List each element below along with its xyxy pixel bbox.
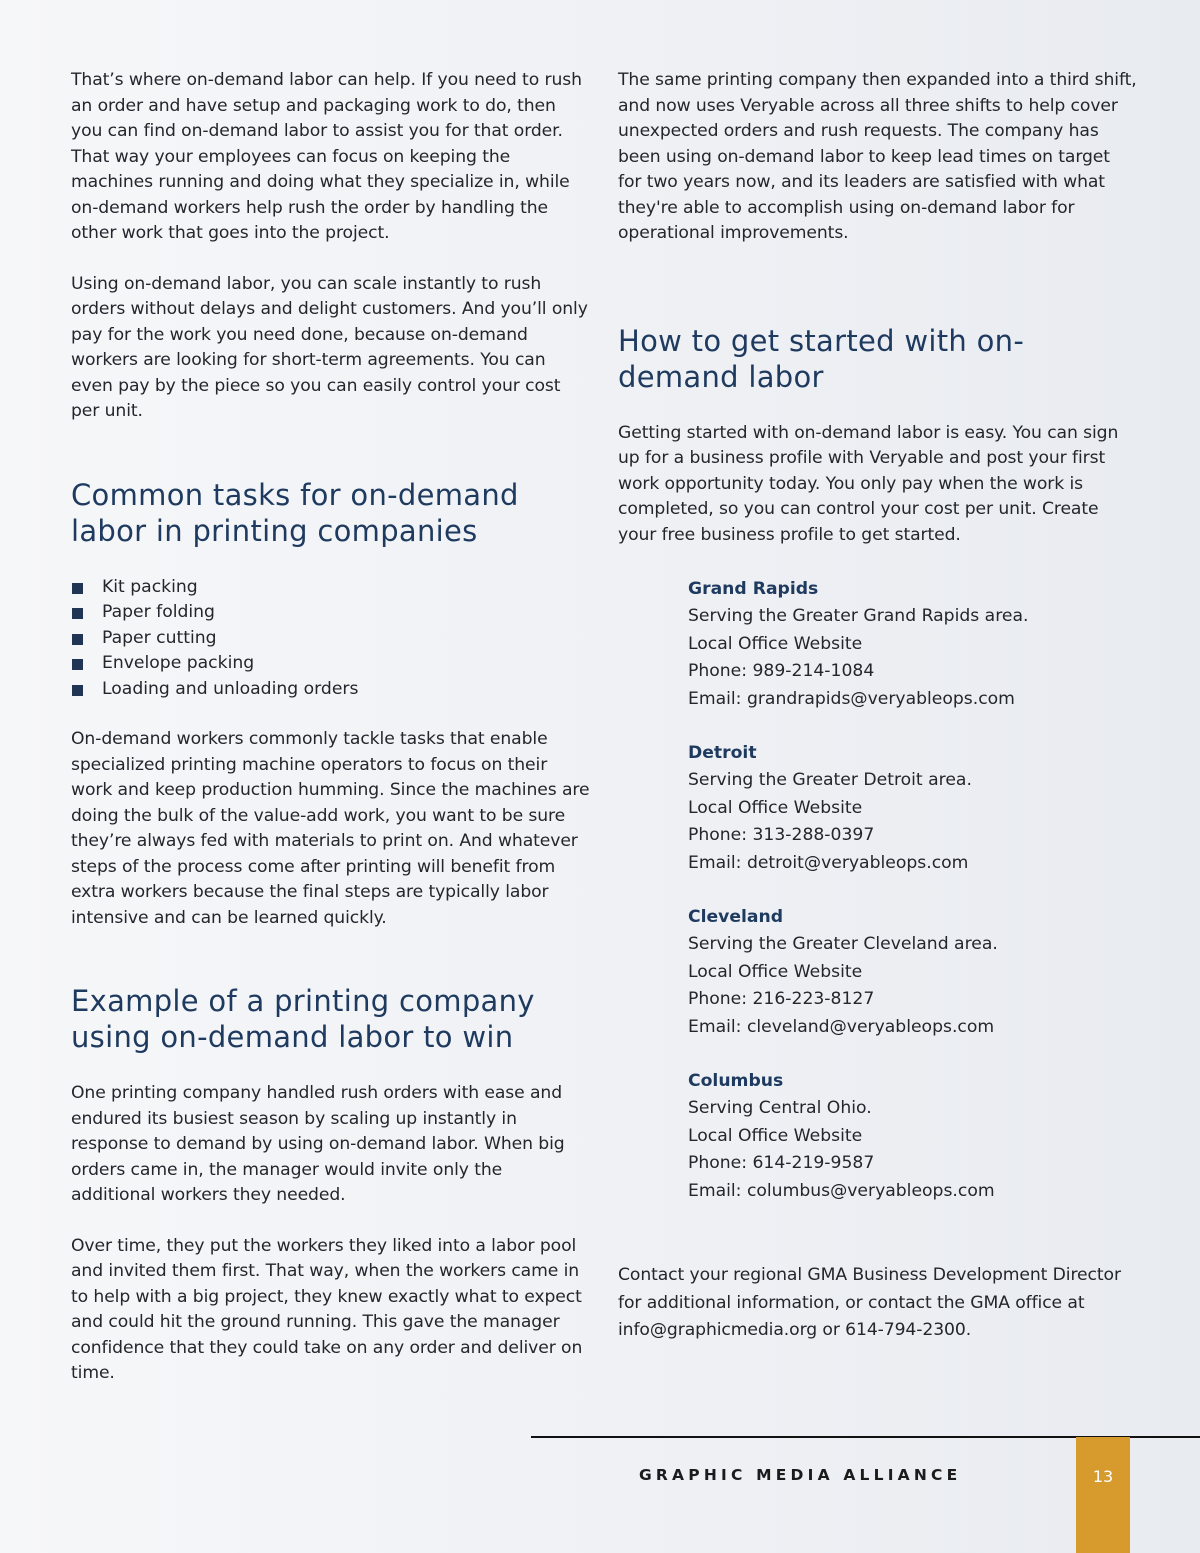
get-started-heading: How to get started with on-demand labor (618, 323, 1025, 394)
office-phone: Phone: 216-223-8127 (688, 989, 875, 1009)
office-phone: Phone: 989-214-1084 (688, 661, 875, 681)
office-website-link[interactable]: Local Office Website (688, 797, 863, 818)
office-list (688, 576, 1108, 1232)
office-cleveland (688, 904, 1108, 1041)
example-heading: Example of a printing company using on-demand labor to win (71, 984, 535, 1054)
bullet-square-icon (72, 685, 83, 696)
get-started-paragraph: Getting started with on-demand labor is easy. You can sign up for a business profile with Veryable and post your first work opportunity today. You only pay when the work is completed, so you can control your cost per unit. Create your free business profile to get started. (618, 422, 1119, 545)
bullet-square-icon (72, 608, 83, 619)
office-city: Cleveland (688, 907, 784, 927)
office-area: Serving Central Ohio. (688, 1098, 872, 1118)
workers-paragraph: On-demand workers commonly tackle tasks that enable specialized printing machine operators to focus on their work and keep production humming. Since the machines are doing the bulk of the value-add work, you want to be sure they’re always fed with materials to print on. And whatever steps of the process come after printing will benefit from extra workers because the final steps are typically labor intensive and can be learned quickly. (71, 729, 590, 928)
left-column (71, 68, 591, 1387)
list-item (71, 677, 591, 703)
intro-paragraph: That’s where on-demand labor can help. If you need to rush an order and have setup and packaging work to do, then you can find on-demand labor to assist you for that order. That way your employees can focus on keeping the machines running and doing what they specialize in, while on-demand workers help rush the order by handling the other work that goes into the project. (71, 70, 582, 243)
office-email[interactable]: Email: detroit@veryableops.com (688, 852, 969, 873)
bullet-square-icon (72, 634, 83, 645)
office-columbus (688, 1068, 1108, 1205)
expansion-paragraph: The same printing company then expanded into a third shift, and now uses Veryable across all three shifts to help cover unexpected orders and rush requests. The company has been using on-demand labor to keep lead times on target for two years now, and its leaders are satisfied with what they're able to accomplish using on-demand labor for operational improvements. (618, 70, 1137, 243)
office-city: Grand Rapids (688, 579, 819, 599)
contact-paragraph: Contact your regional GMA Business Development Director for additional information, or contact the GMA office at info@graphicmedia.org or 614-794-2300. (618, 1265, 1121, 1340)
task-label: Paper folding (102, 602, 215, 622)
bullet-square-icon (72, 659, 83, 670)
tasks-list (71, 575, 591, 703)
contact-section (618, 1262, 1138, 1345)
list-item (71, 600, 591, 626)
tasks-heading: Common tasks for on-demand labor in printing companies (71, 477, 519, 548)
labor-pool-paragraph: Over time, they put the workers they liked into a labor pool and invited them first. That way, when the workers came in to help with a big project, they knew exactly what to expect and could hit the ground running. This gave the manager confidence that they could take on any order and deliver on time. (71, 1235, 583, 1383)
office-phone: Phone: 313-288-0397 (688, 825, 875, 845)
office-area: Serving the Greater Cleveland area. (688, 934, 998, 954)
bullet-square-icon (72, 583, 83, 594)
office-website-link[interactable]: Local Office Website (688, 1125, 863, 1146)
office-city: Detroit (688, 743, 757, 763)
office-website-link[interactable]: Local Office Website (688, 633, 863, 654)
scale-paragraph: Using on-demand labor, you can scale instantly to rush orders without delays and delight customers. And you’ll only pay for the work you need done, because on-demand workers are looking for short-term agreements. You can even pay by the piece so you can easily control your cost per unit. (71, 273, 588, 421)
office-email[interactable]: Email: cleveland@veryableops.com (688, 1016, 995, 1037)
task-label: Envelope packing (102, 653, 255, 673)
office-email[interactable]: Email: grandrapids@veryableops.com (688, 688, 1015, 709)
task-label: Kit packing (102, 576, 198, 597)
office-area: Serving the Greater Detroit area. (688, 770, 972, 790)
example-paragraph: One printing company handled rush orders with ease and endured its busiest season by scaling up instantly in response to demand by using on-demand labor. When big orders came in, the manager would invite only the additional workers they needed. (71, 1083, 565, 1205)
right-column (618, 68, 1138, 548)
list-item (71, 575, 591, 601)
office-phone: Phone: 614-219-9587 (688, 1153, 875, 1173)
list-item (71, 626, 591, 652)
page-number-tab (1076, 1437, 1130, 1553)
office-area: Serving the Greater Grand Rapids area. (688, 606, 1029, 626)
office-email[interactable]: Email: columbus@veryableops.com (688, 1180, 995, 1201)
task-label: Paper cutting (102, 627, 217, 648)
office-website-link[interactable]: Local Office Website (688, 961, 863, 982)
list-item (71, 651, 591, 677)
office-grand-rapids (688, 576, 1108, 713)
office-city: Columbus (688, 1071, 784, 1091)
office-detroit (688, 740, 1108, 877)
task-label: Loading and unloading orders (102, 678, 359, 699)
footer-brand: GRAPHIC MEDIA ALLIANCE (639, 1466, 962, 1484)
page-number: 13 (1092, 1467, 1114, 1486)
